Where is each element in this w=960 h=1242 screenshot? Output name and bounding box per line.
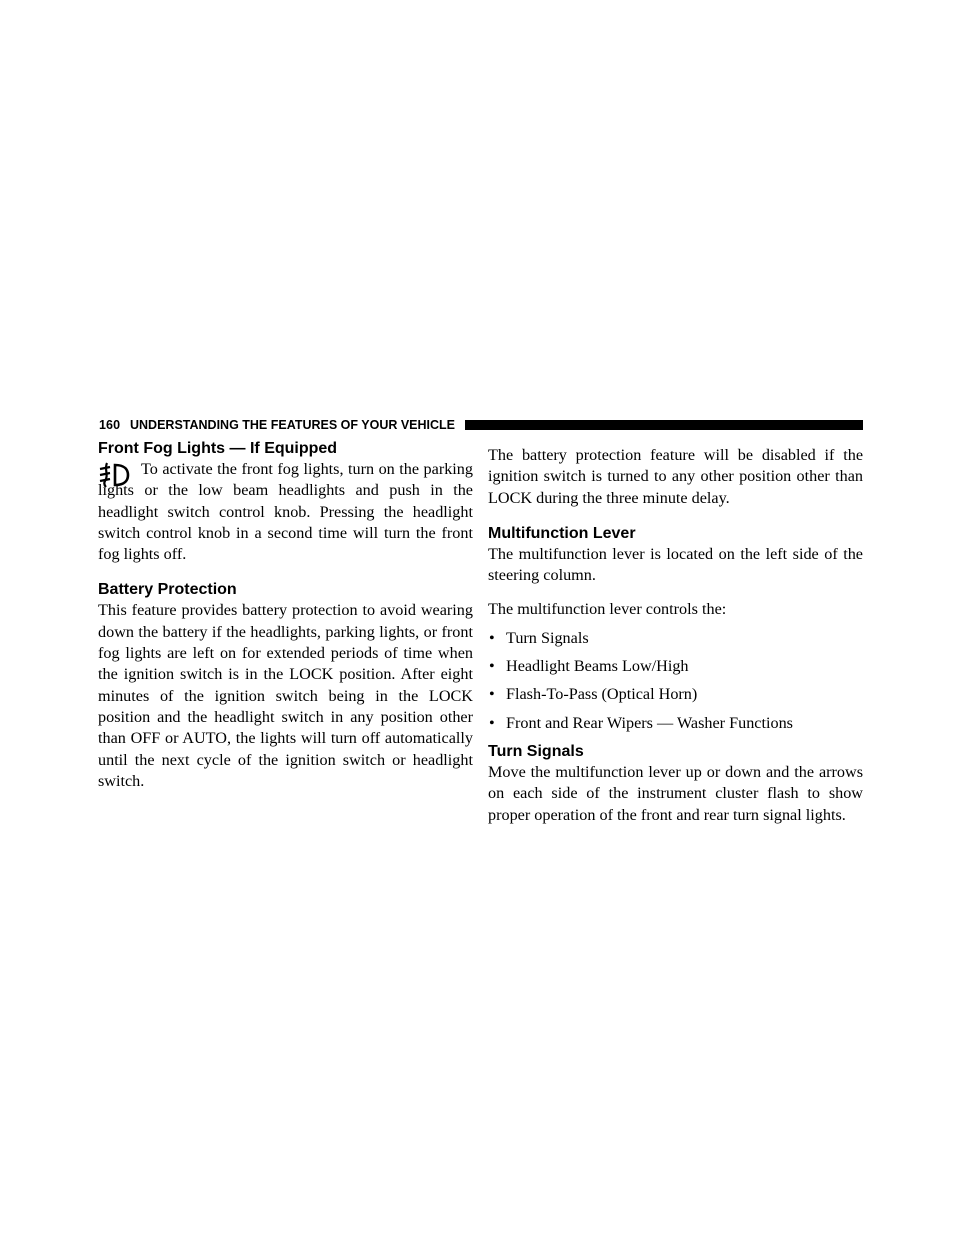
page-header	[99, 416, 864, 434]
turn-signals-text: Move the multifunction lever up or down and the arrows on each side of the instrument cluster flash to show proper operation of the front and rear turn signal lights.	[488, 762, 863, 824]
header-rule	[465, 420, 863, 430]
left-column	[98, 438, 473, 792]
battery-protection-continued: The battery protection feature will be disabled if the ignition switch is turned to any other position other than LOCK during the three minute delay.	[488, 446, 863, 507]
page-number: 160	[99, 418, 121, 432]
fog-lights-heading: Front Fog Lights — If Equipped	[98, 440, 338, 457]
list-item: • Turn Signals	[489, 628, 589, 647]
front-fog-light-icon	[98, 461, 130, 489]
multifunction-lever-heading: Multifunction Lever	[488, 524, 636, 542]
controls-list	[488, 628, 863, 734]
multifunction-lever-controls: The multifunction lever controls the:	[488, 600, 727, 619]
list-item: • Front and Rear Wipers — Washer Functions	[489, 713, 793, 732]
battery-protection-text: This feature provides battery protection to avoid wearing down the battery if the headlights, parking lights, or front fog lights are left on for extended periods of time when the ignition switch is in the LOCK position. After eight minutes of the ignition switch being in the LOCK position and the headlight switch in any position other than OFF or AUTO, the lights will turn off automatically until the next cycle of the ignition switch or headlight switch.	[98, 601, 473, 790]
list-item: • Flash-To-Pass (Optical Horn)	[489, 685, 698, 704]
chapter-title: UNDERSTANDING THE FEATURES OF YOUR VEHICLE	[130, 418, 456, 432]
right-column	[488, 445, 863, 826]
fog-lights-section	[98, 459, 473, 565]
turn-signals-heading: Turn Signals	[488, 742, 584, 760]
multifunction-lever-text: The multifunction lever is located on the left side of the steering column.	[488, 544, 863, 585]
list-item: • Headlight Beams Low/High	[489, 657, 689, 676]
battery-protection-heading: Battery Protection	[98, 581, 237, 599]
fog-lights-text: To activate the front fog lights, turn on the parking lights or the low beam headlights and push in the headlight switch control knob. Pressing the headlight switch control knob in a second time will turn the front fog lights off.	[98, 460, 473, 564]
